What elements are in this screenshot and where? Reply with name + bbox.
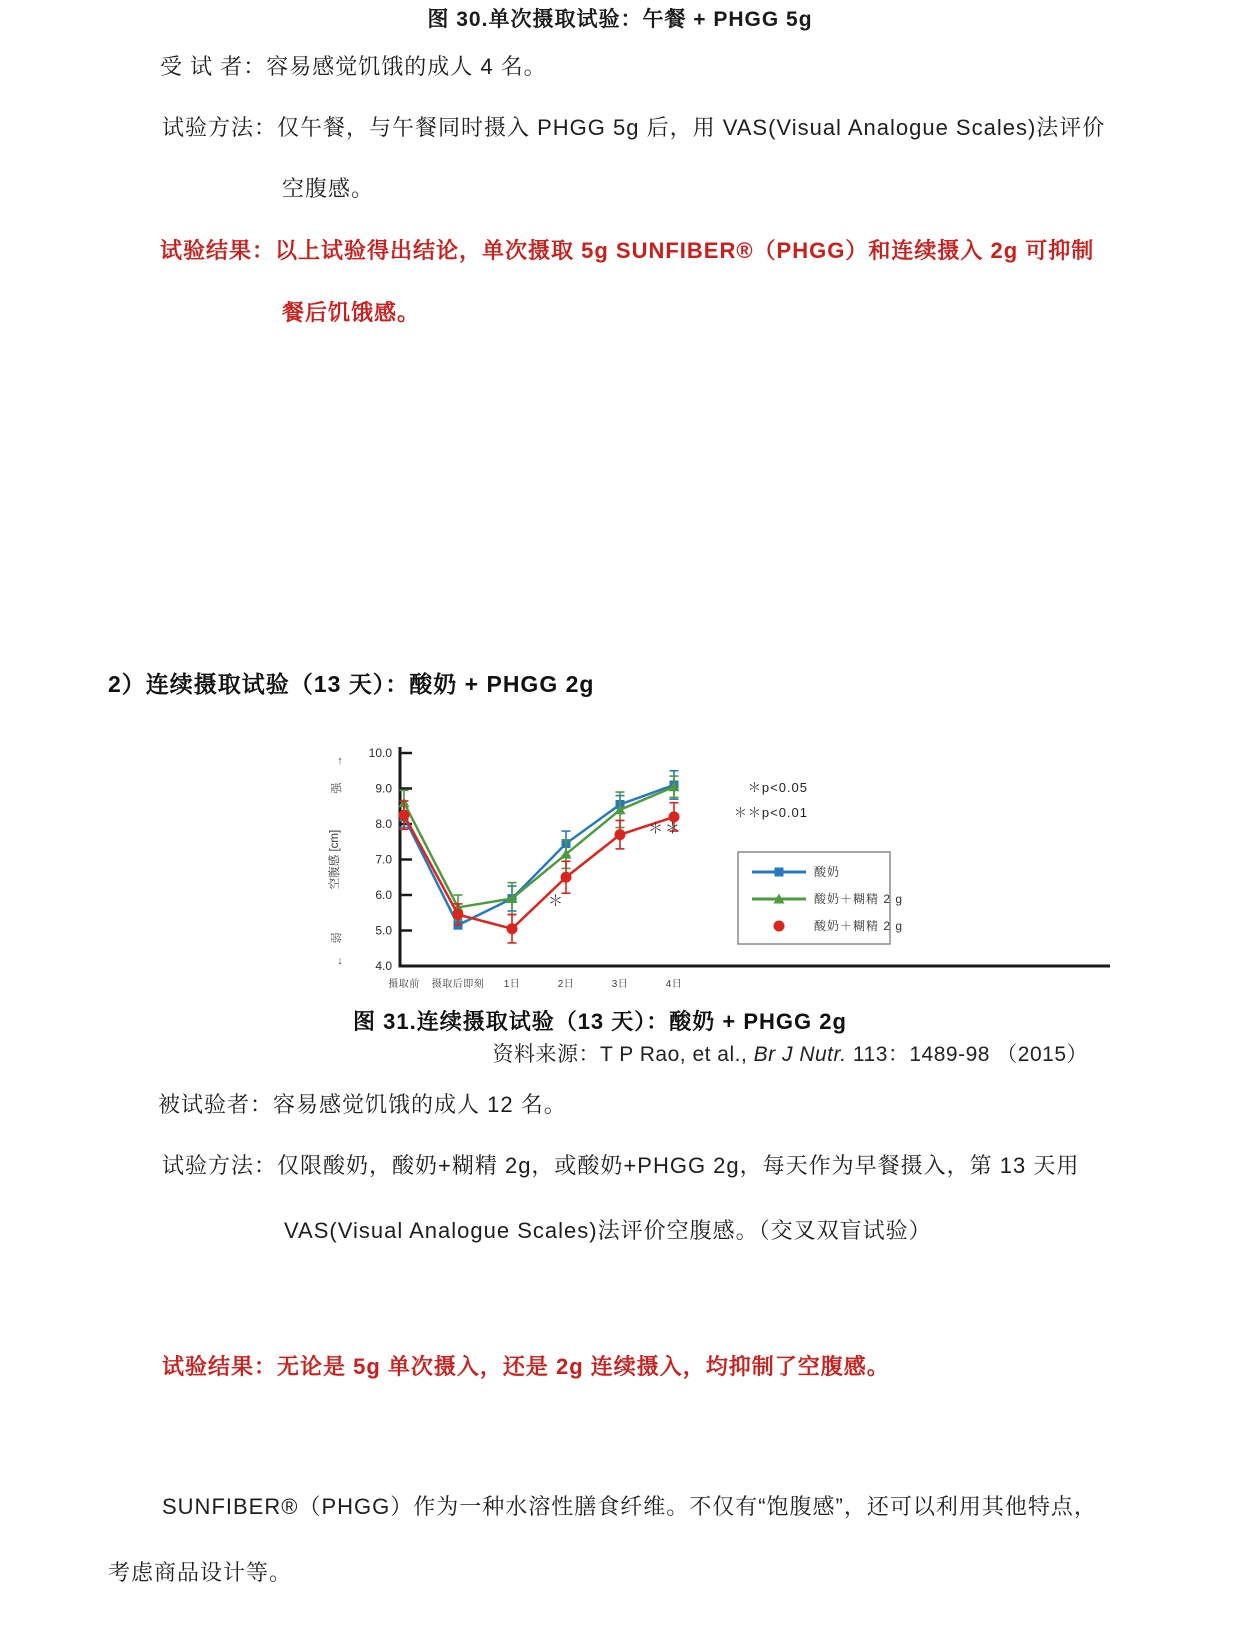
method-line-2b: VAS(Visual Analogue Scales)法评价空腹感。（交叉双盲试验） [284,1218,932,1243]
x-tick-label: 摄取后即刻 [431,979,485,990]
y-tick-label: 9.0 [375,781,392,796]
y-tick-label: 5.0 [375,923,392,938]
y-tick-label: 7.0 [375,852,392,867]
y-tick-label: 6.0 [375,888,392,902]
x-tick-label: 1日 [503,979,521,990]
method-line-1a: 试验方法：仅午餐，与午餐同时摄入 PHGG 5g 后，用 VAS(Visual Analogue Scales)法评价 [162,115,1106,140]
significance-marker: ＊＊ [648,819,683,837]
significance-marker: ＊ [548,892,566,910]
figure-30-title: 图 30.单次摄取试验：午餐 + PHGG 5g [427,8,813,31]
method-line-2a: 试验方法：仅限酸奶，酸奶+糊精 2g，或酸奶+PHGG 2g，每天作为早餐摄入，第 13 天用 [162,1153,1080,1178]
result-line-2: 试验结果：无论是 5g 单次摄入，还是 2g 连续摄入，均抑制了空腹感。 [162,1354,890,1379]
scale-weak-label: 弱 [331,932,343,944]
section-2-heading: 2）连续摄取试验（13 天）：酸奶 + PHGG 2g [108,671,595,697]
source-journal-name: Br J Nutr. [753,1043,847,1066]
y-tick-label: 8.0 [375,817,392,831]
pvalue-note-1: ＊p<0.05 [747,780,808,795]
source-prefix: 资料来源：T P Rao, et al., [492,1043,754,1066]
result-line-1a: 试验结果：以上试验得出结论，单次摄取 5g SUNFIBER®（PHGG）和连续摄入 2g 可抑制 [160,238,1095,263]
hunger-line-chart [300,706,1120,1006]
y-axis-label: 空腹感 [cm] [329,829,341,890]
source-citation [493,1038,1088,1068]
method-line-1b: 空腹感。 [282,176,375,201]
legend-label: 酸奶＋糊精 2 g [814,892,904,906]
x-tick-label: 2日 [557,979,575,990]
pvalue-note-2: ＊＊p<0.01 [733,805,808,820]
legend-label: 酸奶＋糊精 2 g [814,919,904,933]
result-line-1b: 餐后饥饿感。 [282,300,421,325]
closing-line-1: SUNFIBER®（PHGG）作为一种水溶性膳食纤维。不仅有“饱腹感”，还可以利用其他特点， [162,1494,1097,1519]
y-tick-label: 10.0 [368,746,392,760]
y-tick-label: 4.0 [375,959,392,973]
subjects-line-2: 被试验者：容易感觉饥饿的成人 12 名。 [158,1092,567,1117]
scale-weak-arrow-icon: ↓ [337,955,343,967]
x-tick-label: 4日 [665,979,683,990]
figure-31-caption: 图 31.连续摄取试验（13 天）：酸奶 + PHGG 2g [353,1009,847,1034]
scale-strong-label: 强 [331,782,343,794]
closing-line-2: 考虑商品设计等。 [108,1560,293,1585]
legend-label: 酸奶 [814,865,841,879]
subjects-line-1: 受 试 者：容易感觉饥饿的成人 4 名。 [160,54,547,79]
scale-strong-arrow-icon: ↑ [337,755,343,767]
x-tick-label: 3日 [611,979,629,990]
x-tick-label: 摄取前 [388,979,420,990]
source-suffix: 113：1489-98 （2015） [846,1043,1088,1066]
